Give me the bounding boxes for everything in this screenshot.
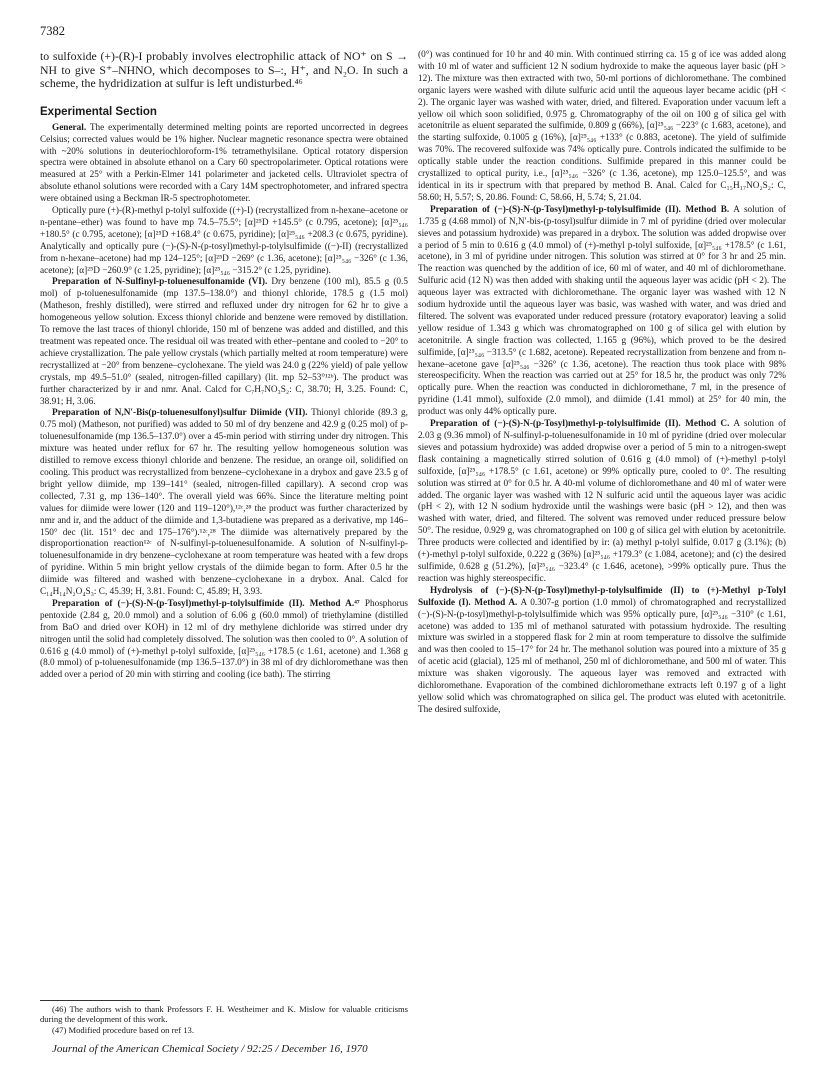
paragraph-text: The experimentally determined melting points are reported uncorrected in degrees Celsius; corrected values would be 1% higher. Nuclear magnetic resonance spectra were obtained with ~20% solutions in deuteriochloroform-1% tetramethylsilane. Optical rotatory dispersion spectra were obtained in absolute ethanol on a Cary 60 spectropolarimeter. Optical rotations were measured at 25° with a Perkin-Elmer 141 polarimeter and jacketed cells. Ultraviolet spectra of absolute ethanol solutions were recorded with a Cary 14M spectrophotometer, and infrared spectra were obtained using a Beckman IR-5 spectrophotometer. xyxy=(40,122,408,205)
paragraph-text: Dry benzene (100 ml), 85.5 g (0.5 mol) of p-toluenesulfonamide (mp 137.5–138.0°) and thionyl chloride, 178.5 g (1.5 mol) (Matheson, freshly distilled), were stirred and refluxed under dry nitrogen for 62 hr to give a homogeneous yellow solution. Excess thionyl chloride and benzene were removed by distillation. To remove the last traces of thionyl chloride, 150 ml of benzene was added and distilled, and this treatment was repeated once. The residual oil was treated with ether–pentane and cooled to −20° to achieve crystallization. The pale yellow crystals (which partially melted at room temperature) were recrystallized at −20° from benzene–cyclohexane. The yield was 24.0 g (22% yield) of pale yellow crystals, mp 49.5–51.0° (sealed, nitrogen-filled capillary) (lit. mp 52–53°¹²ᵇ). The product was further characterized by ir and nmr. Anal. Calcd for C₇H₇NO₃S₂: C, 38.70; H, 3.25. Found: C, 38.91; H, 3.06. xyxy=(40,277,408,407)
paragraph-heading: Preparation of N,N′-Bis(p-toluenesulfonyl)sulfur Diimide (VII). xyxy=(52,408,308,419)
footnotes xyxy=(40,1004,408,1035)
page-number: 7382 xyxy=(40,24,65,38)
paragraph-heading: Preparation of (−)-(S)-N-(p-Tosyl)methyl-p-tolylsulfimide (II). Method A.⁴⁷ xyxy=(52,598,360,609)
section-title: Experimental Section xyxy=(40,105,157,118)
journal-footer: Journal of the American Chemical Society / 92:25 / December 16, 1970 xyxy=(52,1043,368,1055)
paragraph-general xyxy=(40,123,408,206)
right-column xyxy=(418,50,786,717)
paragraph-method-a-continued xyxy=(418,50,786,205)
paragraph-method-b xyxy=(418,205,786,419)
paragraph-text: (0°) was continued for 10 hr and 40 min. With continued stirring ca. 15 g of ice was added along with 10 ml of water and sufficient 12 N sodium hydroxide to make the aqueous layer basic (pH > 12). The mixture was then extracted with two, 50-ml portions of dichloromethane. The combined organic layers were washed with dilute sulfuric acid until the aqueous layer became acidic (pH < 2). The organic layer was washed with water, dried, and filtered. Evaporation under vacuum left a yellow oil which soon solidified, 0.975 g. Chromatography of the oil on 100 g of silica gel with acetonitrile as eluent separated the sulfimide, 0.809 g (66%), [α]²⁵₅₄₆ −223° (c 1.683, acetone), and the starting sulfoxide, 0.1005 g (16%), [α]²⁵₅₄₆ +133° (c 0.883, acetone). The yield of sulfimide was 70%. The recovered sulfoxide was 74% optically pure. Controls indicated the sulfimide to be optically stable under the reaction conditions. Sulfimide prepared in this manner could be crystallized to optical purity, i.e., [α]²⁵₅₄₆ −326° (c 1.36, acetone), mp 125.0–125.5°, and was identical in its ir spectrum with that prepared by method B. Anal. Calcd for C₁₅H₁₇NO₂S₂: C, 58.60; H, 5.57; S, 20.86. Found: C, 58.66, H, 5.74; S, 21.04. xyxy=(418,50,786,203)
paragraph-prep-vii xyxy=(40,408,408,599)
paragraph-hydrolysis xyxy=(418,586,786,717)
paragraph-method-c xyxy=(418,419,786,586)
paragraph-text: Optically pure (+)-(R)-methyl p-tolyl sulfoxide ((+)-I) (recrystallized from n-hexane–acetone or n-pentane–ether) was found to have mp 74.5–75.5°; [α]²⁵D +145.5° (c 0.795, acetone); [α]²⁵₅₄₆ +180.5° (c 0.795, acetone); [α]²⁵D +168.4° (c 0.675, pyridine); [α]²⁵₅₄₆ +208.3 (c 0.675, pyridine). Analytically and optically pure (−)-(S)-N-(p-tosyl)methyl-p-tolylsulfimide ((−)-II) (recrystallized from n-hexane–acetone) had mp 124–125°; [α]²⁵D −269° (c 1.36, acetone); [α]²⁵₅₄₆ −326° (c 1.36, acetone); [α]²⁵D −260.9° (c 1.25, pyridine); [α]²⁵₅₄₆ −315.2° (c 1.25, pyridine). xyxy=(40,206,408,276)
paragraph-heading: General. xyxy=(52,122,87,133)
paragraph-heading: Preparation of (−)-(S)-N-(p-Tosyl)methyl-p-tolylsulfimide (II). Method B. xyxy=(430,204,730,215)
paragraph-method-a xyxy=(40,599,408,682)
paragraph-heading: Preparation of (−)-(S)-N-(p-Tosyl)methyl-p-tolylsulfimide (II). Method C. xyxy=(430,419,730,430)
paragraph-text: Phosphorus pentoxide (2.84 g, 20.0 mmol) and a solution of 6.06 g (60.0 mmol) of triethylamine (distilled from BaO and dried over KOH) in 12 ml of dry methylene dichloride was stirred under dry nitrogen until the solid had completely dissolved. The solution was then cooled to 0°. A solution of 0.616 g (4.0 mmol) of (+)-methyl p-tolyl sulfoxide, [α]²⁵₅₄₆ +178.5 (c 1.61, acetone) and 1.368 g (8.0 mmol) of p-toluenesulfonamide (mp 136.5–137.0°) in 38 ml of dry dichloromethane was then added over a period of 20 min with stirring and cooling (ice bath). The stirring xyxy=(40,598,408,681)
paragraph-text: A solution of 1.735 g (4.68 mmol) of N,N′-bis-(p-tosyl)sulfur diimide in 7 ml of pyridine (dried over molecular sieves and potassium hydroxide) was prepared in a drybox. The solution was added dropwise over a period of 5 min to 0.616 g (4.0 mmol) of (+)-methyl p-tolyl sulfoxide, [α]²⁵₅₄₆ +178.5° (c 1.61, acetone), in 3 ml of pyridine under nitrogen. This solution was stirred at 0° for 3 hr and 25 min. The reaction was quenched by the addition of ice, 60 ml of water, and 40 ml of dichloromethane. Sulfuric acid (12 N) was then added with shaking until the aqueous layer was acidic (pH < 2). The aqueous layer was extracted with dichloromethane. The organic layer was washed with 12 N sodium hydroxide until the aqueous layer was basic, was washed with water, and was dried and filtered. The solvent was evaporated under reduced pressure (rotatory evaporator) leaving a solid yellow residue of 1.343 g which was chromatographed on 100 g of silica gel with elution by acetonitrile. A single fraction was collected, 1.165 g (96%), which proved to be the desired sulfimide, [α]²⁵₅₄₆ −313.5° (c 1.682, acetone). Repeated recrystallization from benzene and from n-hexane–acetone gave [α]²⁵₅₄₆ −326° (c 1.36, acetone). The reaction thus took place with 98% stereospecificity. When the reaction was carried out at 25° for 18.5 hr, the product was only 72% optically pure. When the reaction was conducted in dichloromethane, 7 ml, in the presence of pyridine (1.41 mmol), sulfoxide (2.0 mmol), and diimide (1.41 mmol) at 25° for 40 min, the product was only 44% optically pure. xyxy=(418,204,786,418)
paragraph-prep-vi xyxy=(40,277,408,408)
footnote-46: (46) The authors wish to thank Professors F. H. Westheimer and K. Mislow for valuable criticisms during the development of this work. xyxy=(40,1004,408,1025)
paragraph-text: A 0.307-g portion (1.0 mmol) of chromatographed and recrystallized (−)-(S)-N-(p-tosyl)methyl-p-tolylsulfimide which was 95% optically pure, [α]²⁵₅₄₆ −310° (c 1.61, acetone) was added to 135 ml of methanol saturated with potassium hydroxide. The resulting mixture was swirled in a stoppered flask for 2 min at room temperature to dissolve the sulfimide and was then cooled to 15–17° for 24 hr. The methanol solution was poured into a mixture of 35 g of acetic acid (glacial), 125 ml of methanol, 250 ml of dichloromethane, and 500 ml of water. This mixture was shaken vigorously. The aqueous layer was removed and extracted with dichloromethane. Evaporation of the combined dichloromethane extracts left 0.197 g of a light yellow solid which was chromatographed on silica gel. The product was eluted with acetonitrile. The desired sulfoxide, xyxy=(418,597,786,715)
left-column xyxy=(40,50,408,682)
lead-paragraph: to sulfoxide (+)-(R)-I probably involves electrophilic attack of NO⁺ on S → NH to give S⁺–NHNO, which decomposes to S–:, H⁺, and N₂O. In such a scheme, the hydridization at sulfur is left undisturbed.⁴⁶ xyxy=(40,49,408,91)
footnote-47: (47) Modified procedure based on ref 13. xyxy=(52,1024,194,1035)
paragraph-heading: Hydrolysis of (−)-(S)-N-(p-Tosyl)methyl-p-tolylsulfimide (II) to (+)-Methyl p-Tolyl Sulfoxide (I). Method A. xyxy=(418,585,786,608)
paragraph-heading: Preparation of N-Sulfinyl-p-toluenesulfonamide (VI). xyxy=(52,277,268,288)
footnote-rule xyxy=(40,1000,160,1001)
paragraph-optical-purity xyxy=(40,206,408,277)
paragraph-text: Thionyl chloride (89.3 g, 0.75 mol) (Matheson, not purified) was added to 50 ml of dry benzene and 42.9 g (0.25 mol) of p-toluenesulfonamide (mp 136.5–137.0°) over a 45-min period with stirring under dry nitrogen. This mixture was heated under reflux for 67 hr. The resulting yellow homogeneous solution was distilled to remove excess thionyl chloride and benzene. The residue, an orange oil, solidified on cooling. This product was recrystallized from benzene–cyclohexane in a drybox and gave 23.5 g of bright yellow diimide, mp 139–141° (sealed, nitrogen-filled capillary). A second crop was collected, 7.31 g, mp 136–140°. The overall yield was 66%. Since the literature melting point values for diimide were lower (120 and 119–120°),¹²ᶜ,²⁸ the product was further characterized by nmr and ir, and the adduct of the diimide and 1,3-butadiene was prepared as a derivative, mp 146–150° dec (lit. 151° dec and 175–176°).¹²ᶜ,²⁸ The diimide was alternatively prepared by the disproportionation reaction¹²ᶜ of N-sulfinyl-p-toluenesulfonamide. A solution of N-sulfinyl-p-toluenesulfonamide in dry benzene–cyclohexane at room temperature was heated with a few drops of pyridine. Within 5 min bright yellow crystals of the diimide began to form. After 0.5 hr the diimide was filtered and washed with benzene–cyclohexane in a drybox. Anal. Calcd for C₁₄H₁₄N₂O₄S₃: C, 45.39; H, 3.81. Found: C, 45.89; H, 3.93. xyxy=(40,408,408,598)
paragraph-text: A solution of 2.03 g (9.36 mmol) of N-sulfinyl-p-toluenesulfonamide in 10 ml of pyridine (dried over molecular sieves and potassium hydroxide) was added dropwise over a period of 5 min to a nitrogen-swept flask containing a magnetically stirred solution of 0.616 g (4.0 mmol) of (+)-methyl p-tolyl sulfoxide, [α]²⁵₅₄₆ +178.5° (c 1.61, acetone) or 99% optically pure, cooled to 0°. The resulting solution was stirred at 0° for 0.5 hr. A 40-ml volume of dichloromethane and 40 ml of water were added. The organic layer was washed with 12 N sulfuric acid until the aqueous layer was acidic (pH < 2), with 12 N sodium hydroxide until the washings were basic (pH > 12), and then was washed with water, dried, and filtered. The solvent was removed under reduced pressure below 50°. The residue, 0.929 g, was chromatographed on 100 g of silica gel with elution by acetonitrile. Three products were collected and identified by ir: (a) methyl p-tolyl sulfide, 0.017 g (3.1%); (b) (+)-methyl p-tolyl sulfoxide, 0.222 g (36%) [α]²⁵₅₄₆ +179.3° (c 1.084, acetone); and (c) the desired sulfimide, 0.628 g (51.2%), [α]²⁵₅₄₆ −323.4° (c 1.646, acetone), >99% optically pure. Thus the reaction was highly stereospecific. xyxy=(418,419,786,584)
